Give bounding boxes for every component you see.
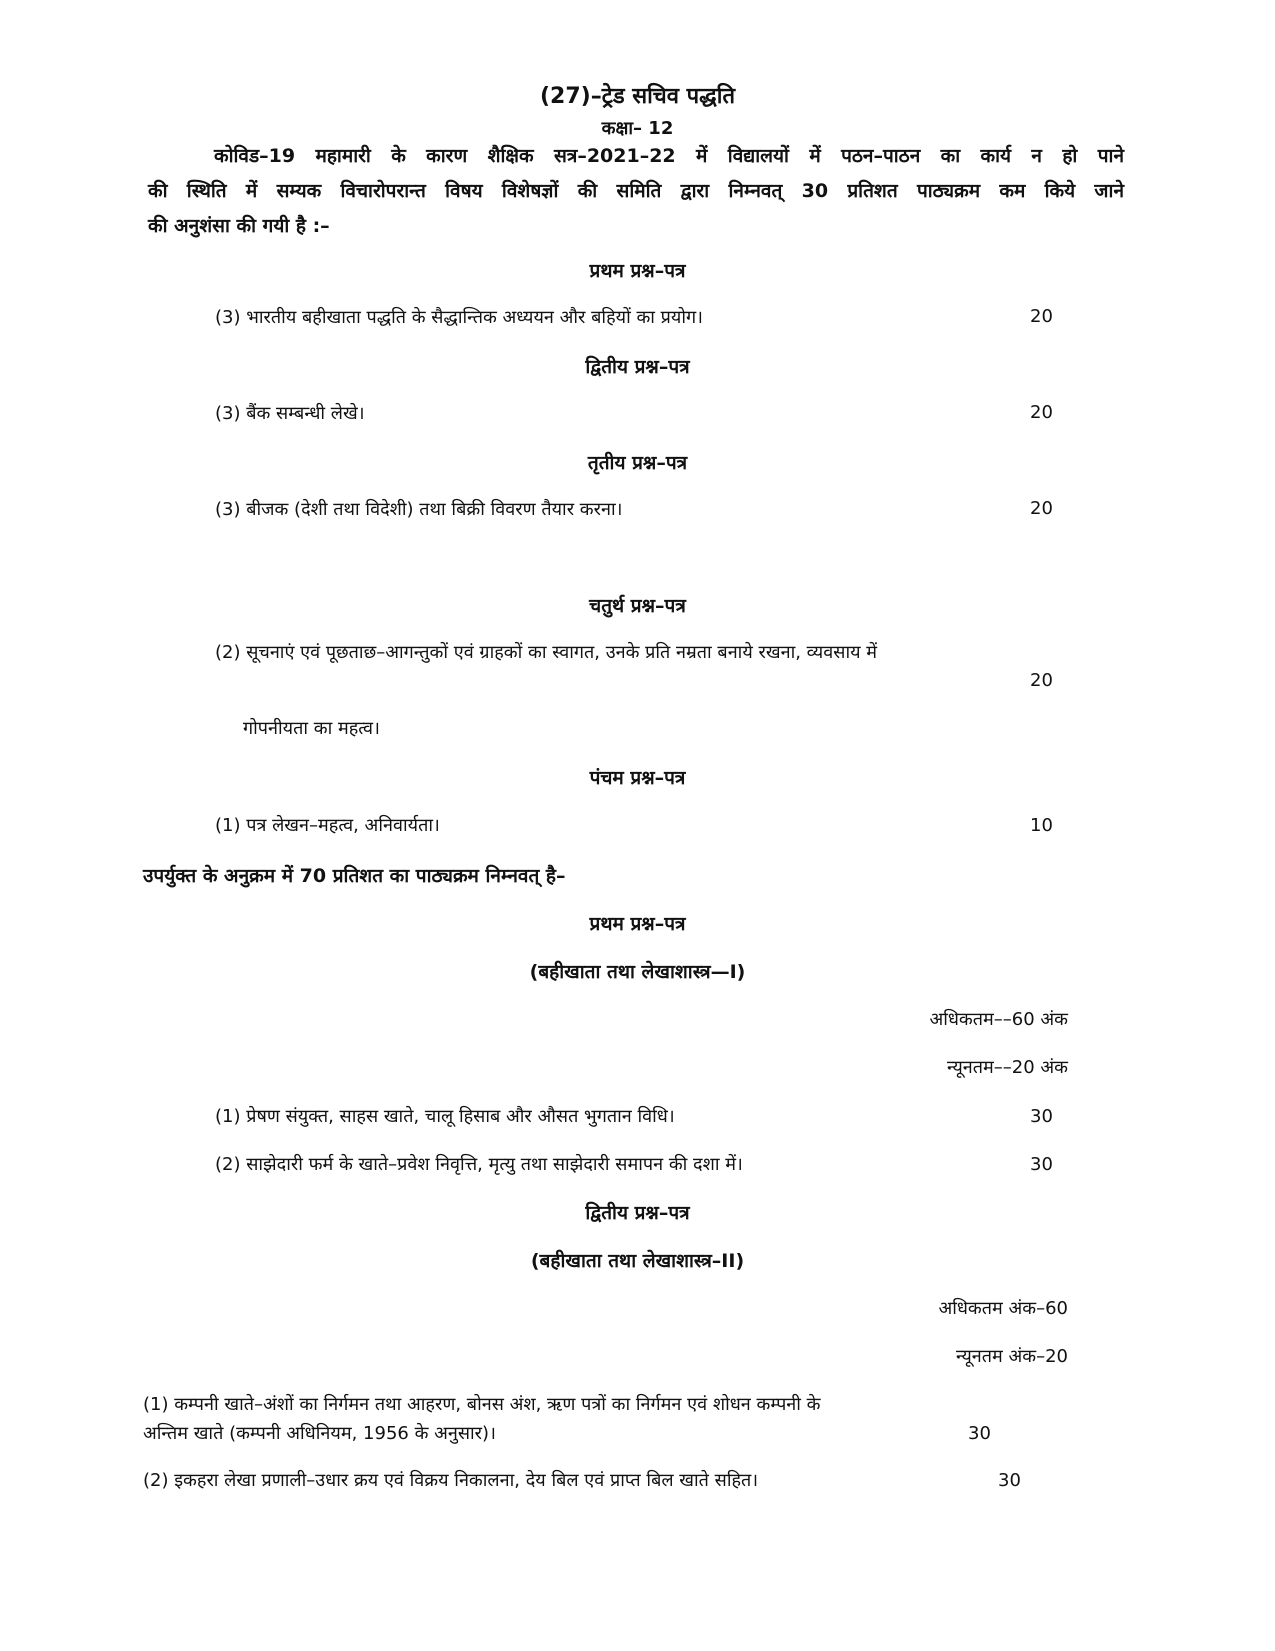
remaining-paper1-max: अधिकतम––60 अंक bbox=[929, 1009, 1068, 1030]
remaining-paper2-subheading: (बहीखाता तथा लेखाशास्त्र–II) bbox=[530, 1250, 745, 1272]
remaining-paper2-heading: द्वितीय प्रश्न–पत्र bbox=[585, 1202, 690, 1224]
reduced-paper1-marks: 20 bbox=[1030, 306, 1053, 327]
remaining-heading: उपर्युक्त के अनुक्रम में 70 प्रतिशत का पाठ्यक्रम निम्नवत् है– bbox=[143, 865, 566, 887]
remaining-paper2-marks1: 30 bbox=[968, 1423, 991, 1444]
reduced-paper4-item-cont: गोपनीयता का महत्व। bbox=[243, 718, 380, 739]
class-label: कक्षा– 12 bbox=[601, 118, 674, 139]
remaining-paper1-item2: (2) साझेदारी फर्म के खाते–प्रवेश निवृत्ति, मृत्यु तथा साझेदारी समापन की दशा में। bbox=[215, 1154, 743, 1175]
page-title: (27)–ट्रेड सचिव पद्धति bbox=[540, 84, 735, 109]
reduced-paper3-heading: तृतीय प्रश्न–पत्र bbox=[587, 452, 688, 474]
reduced-paper4-item: (2) सूचनाएं एवं पूछताछ–आगन्तुकों एवं ग्राहकों का स्वागत, उनके प्रति नम्रता बनाये रखना, व्यवसाय में bbox=[215, 642, 878, 663]
remaining-paper1-marks1: 30 bbox=[1030, 1106, 1053, 1127]
reduced-paper3-marks: 20 bbox=[1030, 498, 1053, 519]
reduced-paper5-heading: पंचम प्रश्न–पत्र bbox=[589, 767, 686, 789]
remaining-paper2-max: अधिकतम अंक–60 bbox=[938, 1298, 1068, 1319]
reduced-paper3-item: (3) बीजक (देशी तथा विदेशी) तथा बिक्री विवरण तैयार करना। bbox=[215, 499, 623, 520]
remaining-paper2-item1-line2: अन्तिम खाते (कम्पनी अधिनियम, 1956 के अनुसार)। bbox=[143, 1423, 496, 1444]
reduced-paper1-heading: प्रथम प्रश्न–पत्र bbox=[589, 260, 686, 282]
reduced-paper1-item: (3) भारतीय बहीखाता पद्धति के सैद्धान्तिक अध्ययन और बहियों का प्रयोग। bbox=[215, 307, 703, 328]
remaining-paper1-marks2: 30 bbox=[1030, 1154, 1053, 1175]
remaining-paper1-heading: प्रथम प्रश्न–पत्र bbox=[589, 913, 686, 935]
intro-line-2: की स्थिति में सम्यक विचारोपरान्त विषय विशेषज्ञों की समिति द्वारा निम्नवत् 30 प्रतिशत पाठ्यक्रम कम किये जाने bbox=[148, 180, 1124, 202]
intro-line-1: कोविड–19 महामारी के कारण शैक्षिक सत्र–2021–22 में विद्यालयों में पठन–पाठन का कार्य न हो पाने bbox=[214, 145, 1124, 167]
reduced-paper2-item: (3) बैंक सम्बन्धी लेखे। bbox=[215, 403, 365, 424]
remaining-paper2-min: न्यूनतम अंक–20 bbox=[956, 1346, 1068, 1367]
reduced-paper4-heading: चतुर्थ प्रश्न–पत्र bbox=[589, 595, 686, 617]
intro-line-3: की अनुशंसा की गयी है :– bbox=[148, 215, 330, 237]
remaining-paper1-min: न्यूनतम––20 अंक bbox=[947, 1057, 1068, 1078]
reduced-paper4-marks: 20 bbox=[1030, 670, 1053, 691]
reduced-paper5-item: (1) पत्र लेखन–महत्व, अनिवार्यता। bbox=[215, 815, 440, 836]
remaining-paper2-item2: (2) इकहरा लेखा प्रणाली–उधार क्रय एवं विक्रय निकालना, देय बिल एवं प्राप्त बिल खाते सहित। bbox=[143, 1470, 759, 1491]
remaining-paper1-subheading: (बहीखाता तथा लेखाशास्त्र—I) bbox=[529, 961, 746, 983]
reduced-paper2-marks: 20 bbox=[1030, 402, 1053, 423]
remaining-paper1-item1: (1) प्रेषण संयुक्त, साहस खाते, चालू हिसाब और औसत भुगतान विधि। bbox=[215, 1106, 675, 1127]
remaining-paper2-marks2: 30 bbox=[998, 1470, 1021, 1491]
reduced-paper5-marks: 10 bbox=[1030, 815, 1053, 836]
remaining-paper2-item1-line1: (1) कम्पनी खाते–अंशों का निर्गमन तथा आहरण, बोनस अंश, ऋण पत्रों का निर्गमन एवं शोधन कम्पनी के bbox=[143, 1394, 821, 1415]
reduced-paper2-heading: द्वितीय प्रश्न–पत्र bbox=[585, 356, 690, 378]
